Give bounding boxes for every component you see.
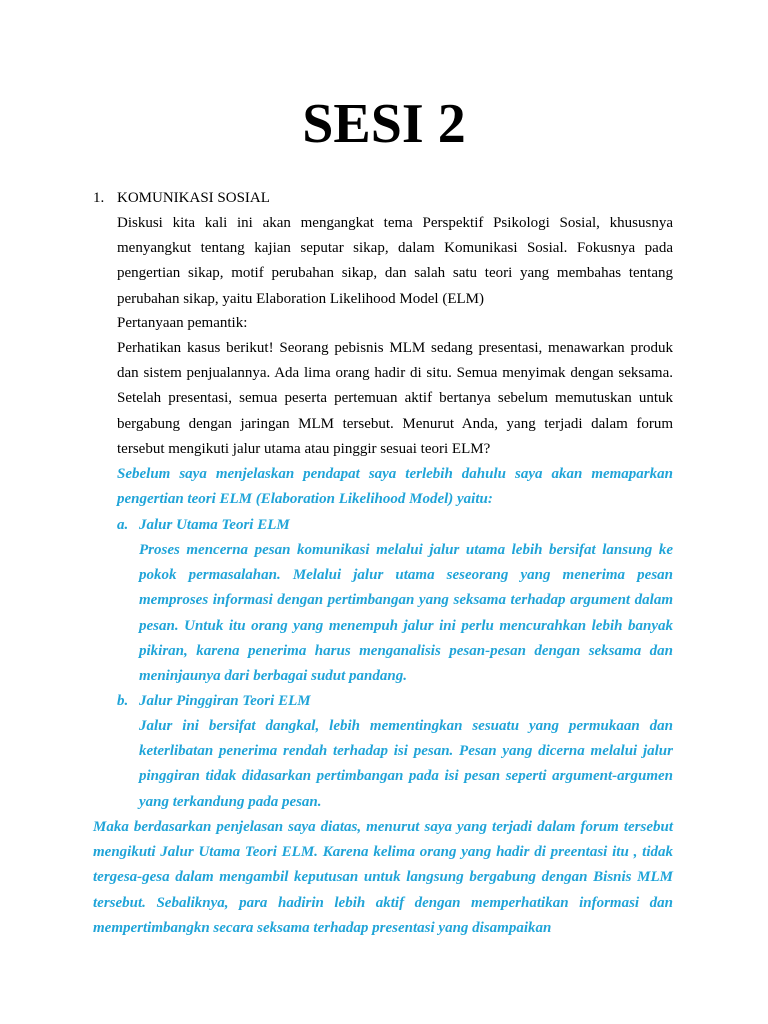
item-a-marker: a. — [117, 517, 129, 533]
question-label: Pertanyaan pemantik: — [117, 315, 248, 331]
section-number: 1. — [93, 190, 105, 206]
item-a-text: Proses mencerna pesan komunikasi melalui jalur utama lebih bersifat lansung ke pokok permasalahan. Melalui jalur utama seseorang yang menerima pesan memproses informasi dengan pertimbangan yang seksama terhadap argument dalam pesan. Untuk itu orang yang menempuh jalur ini perlu mencurahkan lebih banyak pikiran, karena penerima harus menganalisis pesan-pesan dengan seksama dan meninjaunya dari berbagai sudut pandang. — [139, 542, 673, 685]
item-b-heading: Jalur Pinggiran Teori ELM — [139, 693, 311, 709]
answer-lead: Sebelum saya menjelaskan pendapat saya terlebih dahulu saya akan memaparkan pengertian teori ELM (Elaboration Likelihood Model) yaitu: — [117, 466, 673, 508]
page-title: SESI 2 — [302, 93, 466, 155]
section-heading: KOMUNIKASI SOSIAL — [117, 190, 270, 206]
question-paragraph: Perhatikan kasus berikut! Seorang pebisnis MLM sedang presentasi, menawarkan produk dan sistem penjualannya. Ada lima orang hadir di situ. Semua menyimak dengan seksama. Setelah presentasi, semua peserta pertemuan aktif bertanya sebelum memutuskan untuk bergabung dengan jaringan MLM tersebut. Menurut Anda, yang terjadi dalam forum tersebut mengikuti jalur utama atau pinggir sesuai teori ELM? — [117, 340, 673, 457]
intro-paragraph: Diskusi kita kali ini akan mengangkat tema Perspektif Psikologi Sosial, khususnya menyangkut tentang kajian seputar sikap, dalam Komunikasi Sosial. Fokusnya pada pengertian sikap, motif perubahan sikap, dan salah satu teori yang membahas tentang perubahan sikap, yaitu Elaboration Likelihood Model (ELM) — [117, 215, 673, 307]
item-a-heading: Jalur Utama Teori ELM — [139, 517, 290, 533]
conclusion-paragraph: Maka berdasarkan penjelasan saya diatas, menurut saya yang terjadi dalam forum tersebut mengikuti Jalur Utama Teori ELM. Karena kelima orang yang hadir di preentasi itu , tidak tergesa-gesa dalam mengambil keputusan untuk langsung bergabung dengan Bisnis MLM tersebut. Sebaliknya, para hadirin lebih aktif dengan memperhatikan informasi dan mempertimbangkn secara seksama terhadap presentasi yang disampaikan — [93, 819, 673, 936]
item-b-marker: b. — [117, 693, 129, 709]
item-b-text: Jalur ini bersifat dangkal, lebih mementingkan sesuatu yang permukaan dan keterlibatan penerima rendah terhadap isi pesan. Pesan yang dicerna melalui jalur pinggiran tidak didasarkan pertimbangan pada isi pesan seperti argument-argumen yang terkandung pada pesan. — [139, 718, 673, 810]
